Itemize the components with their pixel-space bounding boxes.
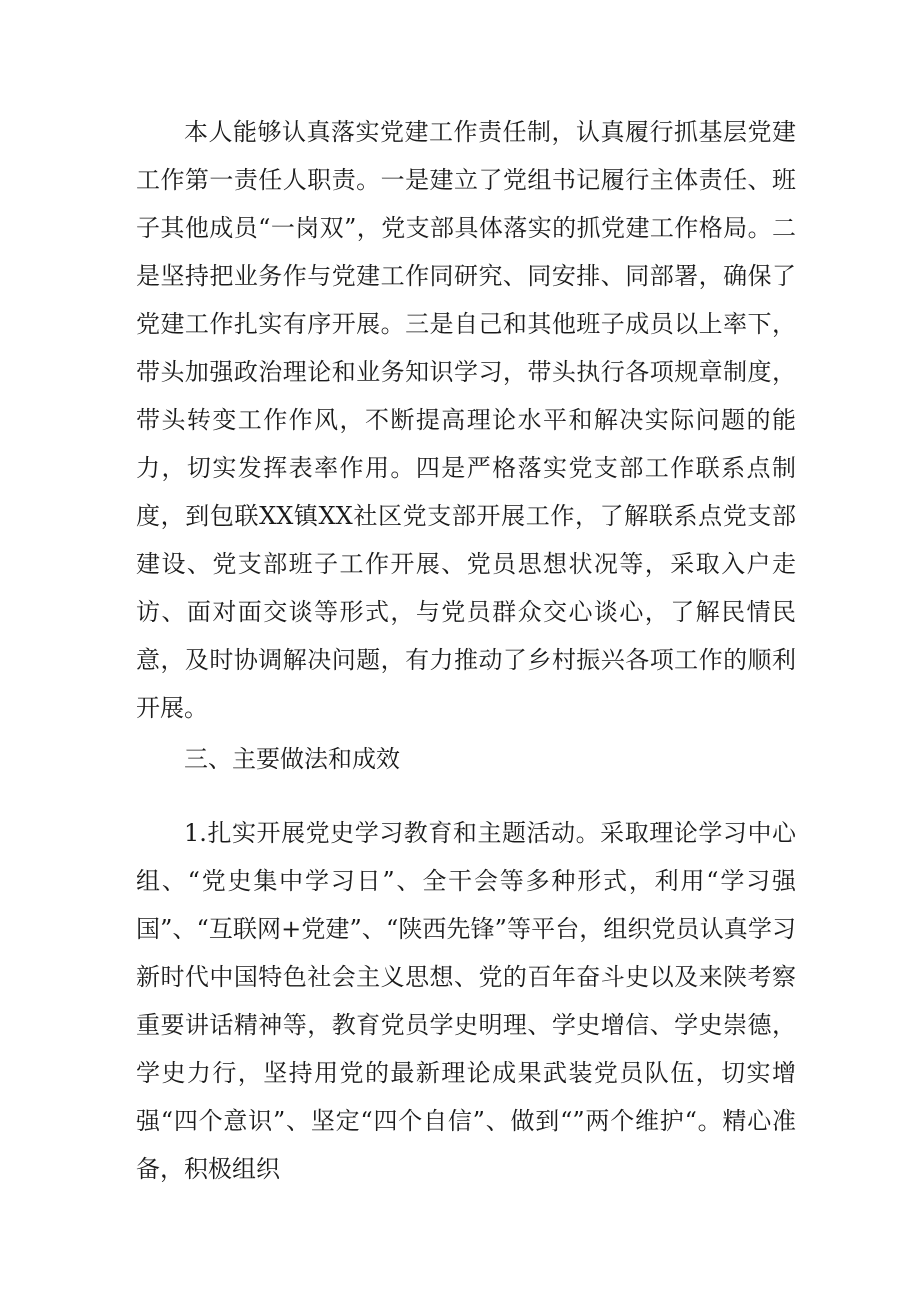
- paragraph-party-building-responsibility: 本人能够认真落实党建工作责任制，认真履行抓基层党建工作第一责任人职责。一是建立了党组书记履行主体责任、班子其他成员“一岗双”，党支部具体落实的抓党建工作格局。二是坚持把业务作与党建工作同研究、同安排、同部署，确保了党建工作扎实有序开展。三是自己和其他班子成员以上率下，带头加强政治理论和业务知识学习，带头执行各项规章制度，带头转变工作作风，不断提高理论水平和解决实际问题的能力，切实发挥表率作用。四是严格落实党支部工作联系点制度，到包联XX镇XX社区党支部开展工作，了解联系点党支部建设、党支部班子工作开展、党员思想状况等，采取入户走访、面对面交谈等形式，与党员群众交心谈心，了解民情民意，及时协调解决问题，有力推动了乡村振兴各项工作的顺利开展。: [136, 118, 796, 722]
- paragraph-party-history-study: 1.扎实开展党史学习教育和主题活动。采取理论学习中心组、“党史集中学习日”、全干会等多种形式，利用“学习强国”、“互联网+党建”、“陕西先锋”等平台，组织党员认真学习新时代中国特色社会主义思想、党的百年奋斗史以及来陕考察重要讲话精神等，教育党员学史明理、学史增信、学史崇德，学史力行，坚持用党的最新理论成果武装党员队伍，切实增强“四个意识”、坚定“四个自信”、做到“”两个维护“。精心准备，积极组织: [136, 819, 796, 1183]
- section-heading: 三、主要做法和成效: [184, 745, 400, 773]
